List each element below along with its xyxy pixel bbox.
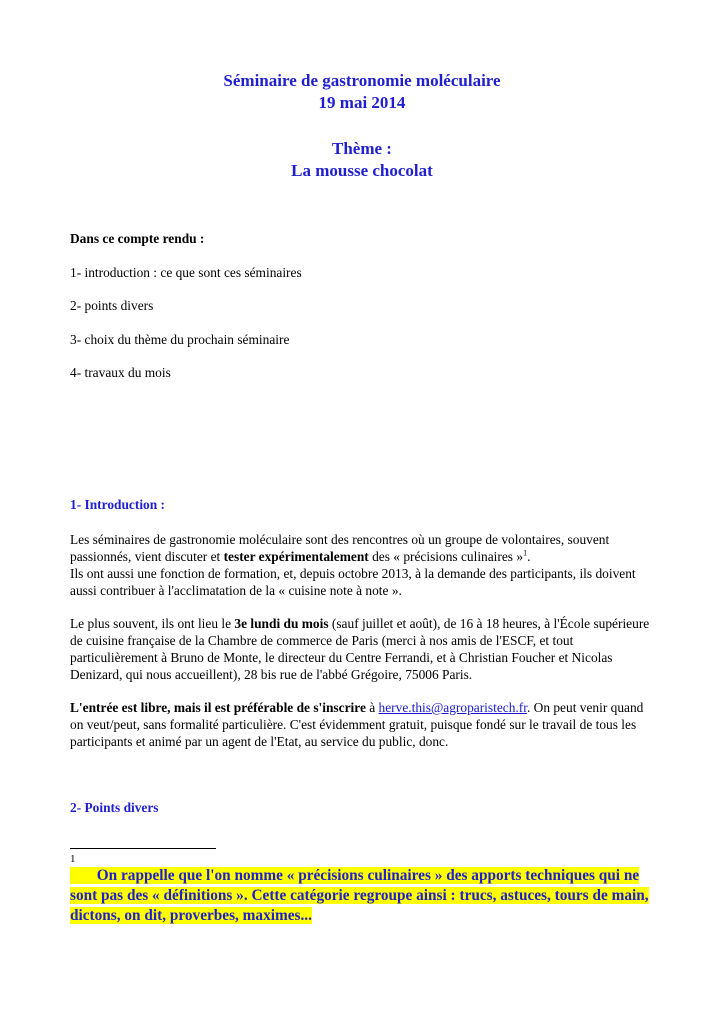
footnote-content: On rappelle que l'on nomme « précisions culinaires » des apports techniques qui ne sont pas des « définitions ». Cette catégorie regroupe ainsi : trucs, astuces, tours de main, dictons, on dit, proverbes, maximes... [70, 867, 649, 924]
text-run: des « précisions culinaires » [368, 549, 524, 564]
paragraph-intro-1 [70, 531, 660, 599]
highlighted-footnote [70, 867, 649, 924]
footnote-ref[interactable]: 1 [523, 548, 528, 558]
text-run: . [527, 549, 531, 564]
text-run: (sauf juillet et août), de 16 à 18 heures, à l'École supérieure de cuisine française de la Chambre de commerce de Paris (merci à nos amis de l'ESCF, et tout particulièrement à Bruno de Monte, le directeur du Centre Ferrandi, et à Christian Foucher et Nicolas Denizard, qui nous accueillent), 28 bis rue de l'abbé Grégoire, 75006 Paris. [70, 616, 650, 682]
summary-item: 2- points divers [70, 298, 154, 313]
footnote-text [70, 866, 660, 926]
bold-text: 3e lundi du mois [234, 616, 329, 631]
summary-heading: Dans ce compte rendu : [70, 231, 205, 246]
summary-item: 1- introduction : ce que sont ces séminaires [70, 265, 302, 280]
text-run: Le plus souvent, ils ont lieu le [70, 616, 235, 631]
theme-label: Thème : [332, 139, 392, 158]
title-block [0, 70, 724, 114]
bold-text: L'entrée est libre, mais il est préférable de s'inscrire [70, 700, 366, 715]
summary-item: 3- choix du thème du prochain séminaire [70, 332, 290, 347]
text-run: Les séminaires de gastronomie moléculaire sont des rencontres où un groupe de volontaires, souvent passionnés, vient discuter et [70, 532, 610, 564]
document-title: Séminaire de gastronomie moléculaire [223, 71, 501, 90]
email-link[interactable]: herve.this@agroparistech.fr [378, 700, 527, 715]
text-run: . On peut venir quand on veut/peut, sans formalité particulière. C'est évidemment gratuit, puisque fondé sur le travail de tous les participants et animé par un agent de l'Etat, au service du public, donc. [70, 700, 644, 749]
text-run: à [365, 700, 379, 715]
footnote-separator [70, 848, 216, 849]
theme-value: La mousse chocolat [291, 161, 433, 180]
summary-item: 4- travaux du mois [70, 365, 171, 380]
section-heading-points-divers: 2- Points divers [70, 800, 159, 815]
bold-text: tester expérimentalement [223, 549, 369, 564]
document-date: 19 mai 2014 [318, 93, 406, 112]
text-run: Ils ont aussi une fonction de formation, et, depuis octobre 2013, à la demande des participants, ils doivent aussi contribuer à l'acclimatation de la « cuisine note à note ». [70, 566, 636, 598]
footnote-number: 1 [70, 853, 76, 865]
section-heading-introduction: 1- Introduction : [70, 497, 165, 512]
theme-block [0, 138, 724, 182]
paragraph-intro-2 [70, 615, 660, 683]
paragraph-intro-3 [70, 699, 660, 750]
